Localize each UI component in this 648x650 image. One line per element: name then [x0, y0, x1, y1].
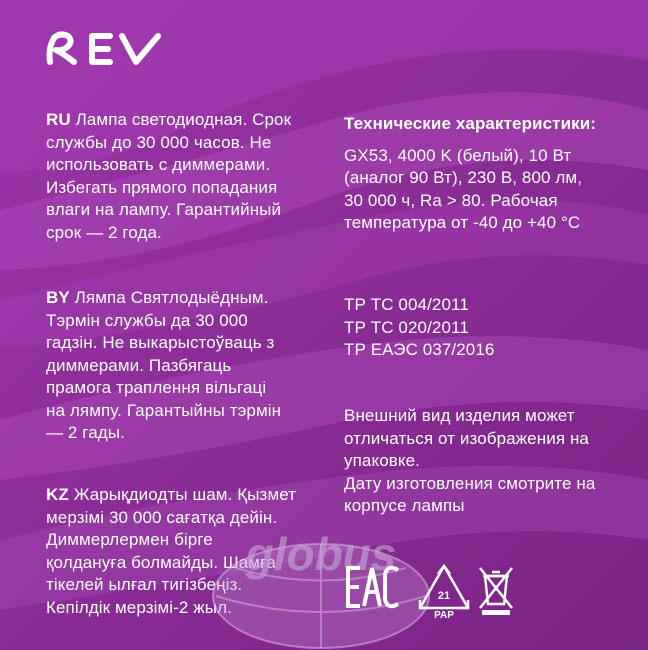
standard-item: ТР ЕАЭС 037/2016: [344, 340, 495, 359]
by-line: прамога траплення вільгаці: [46, 378, 267, 397]
by-code: BY: [46, 288, 70, 307]
appearance-notice: [344, 405, 636, 518]
recycling-mark: [416, 562, 472, 623]
specs-line: (аналог 90 Вт), 230 В, 800 лм,: [344, 168, 583, 187]
specs-block: [344, 113, 636, 235]
ru-line: Лампа светодиодная. Срок: [75, 110, 292, 129]
ru-line: срок — 2 года.: [46, 222, 162, 242]
ru-code: RU: [46, 110, 71, 129]
weee-mark: [476, 562, 516, 623]
by-line: диммерами. Пазбягаць: [46, 355, 232, 375]
recycle-icon: [416, 562, 472, 621]
by-line: Лямпа Святлодыёдным.: [74, 288, 269, 307]
crossed-bin-icon: [476, 562, 516, 618]
by-line: на лямпу. Гарантыйны тэрмін: [46, 400, 282, 420]
notice-line: упаковке.: [344, 451, 420, 470]
by-line: — 2 гады.: [46, 423, 125, 442]
kz-line: Кепілдік мерзімі-2 жыл.: [46, 597, 232, 617]
by-line: Тэрмін службы да 30 000: [46, 310, 248, 330]
kz-code: KZ: [46, 485, 69, 504]
ru-line: Избегать прямого попадания: [46, 177, 278, 197]
kz-line: қолдануға болмайды. Шамға: [46, 552, 276, 572]
notice-line: Внешний вид изделия может: [344, 406, 575, 425]
specs-line: 30 000 ч, Ra > 80. Рабочая: [344, 190, 558, 210]
specs-heading: Технические характеристики:: [344, 114, 597, 133]
kz-line: Диммерлермен бірге: [46, 530, 213, 549]
recycle-code: PAP: [434, 610, 454, 621]
by-description: [46, 287, 336, 445]
watermark-text: globus: [245, 528, 397, 580]
ru-description: [46, 109, 336, 244]
globus-watermark: [196, 508, 446, 650]
standards-block: [344, 294, 636, 362]
specs-line: GX53, 4000 K (белый), 10 Вт: [344, 145, 572, 165]
ru-line: службы до 30 000 часов. Не: [46, 132, 272, 152]
by-line: гадзін. Не выкарыстоўваць з: [46, 333, 275, 352]
kz-line: мерзімі 30 000 сағатқа дейін.: [46, 507, 278, 527]
notice-line: Дату изготовления смотрите на: [344, 473, 596, 493]
standard-item: ТР ТС 004/2011: [344, 295, 469, 314]
notice-line: корпусе лампы: [344, 496, 465, 515]
notice-line: отличаться от изображения на: [344, 428, 589, 448]
kz-line: тікелей ылғал тигізбеңіз.: [46, 575, 243, 594]
eac-mark: [344, 562, 402, 617]
kz-line: Жарықдиодты шам. Қызмет: [73, 485, 297, 504]
eac-icon: [344, 562, 402, 612]
ru-line: влаги на лампу. Гарантийный: [46, 200, 282, 219]
recycle-number: 21: [437, 590, 451, 602]
specs-line: температура от -40 до +40 °С: [344, 213, 581, 232]
ru-line: использовать с диммерами.: [46, 155, 271, 174]
rev-logo: [44, 30, 164, 66]
standard-item: ТР ТС 020/2011: [344, 317, 469, 337]
